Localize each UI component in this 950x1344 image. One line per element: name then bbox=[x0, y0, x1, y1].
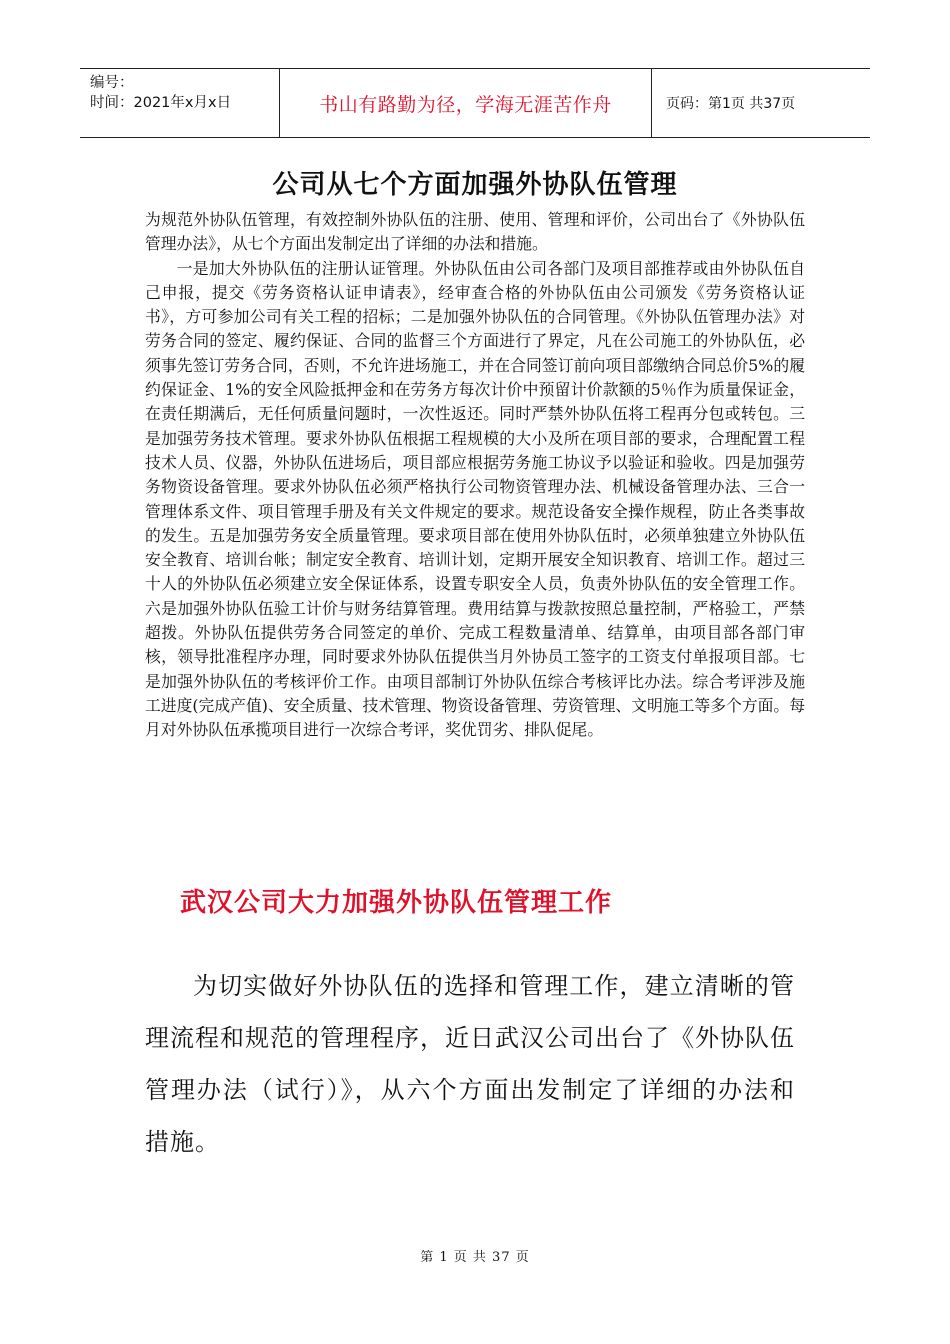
header-motto-cell bbox=[280, 69, 652, 137]
article2-title: 武汉公司大力加强外协队伍管理工作 bbox=[180, 888, 613, 918]
article1-intro-paragraph: 为规范外协队伍管理，有效控制外协队伍的注册、使用、管理和评价，公司出台了《外协队伍管理办法》，从七个方面出发制定出了详细的办法和措施。 bbox=[145, 210, 805, 254]
header-page-cell bbox=[652, 69, 870, 137]
header-page-info: 页码：第1页 共37页 bbox=[666, 96, 796, 112]
header-meta-cell bbox=[80, 69, 280, 137]
page-footer: 第 1 页 共 37 页 bbox=[420, 1250, 530, 1265]
article1-body bbox=[145, 208, 805, 743]
header-motto: 书山有路勤为径，学海无涯苦作舟 bbox=[319, 93, 612, 116]
document-time-label: 时间：2021年x月x日 bbox=[90, 95, 232, 111]
document-number-label: 编号： bbox=[90, 75, 134, 91]
article1-main-paragraph: 一是加大外协队伍的注册认证管理。外协队伍由公司各部门及项目部推荐或由外协队伍自己申报，提交《劳务资格认证申请表》，经审查合格的外协队伍由公司颁发《劳务资格认证书》，方可参加公司有关工程的招标；二是加强外协队伍的合同管理。《外协队伍管理办法》对劳务合同的签定、履约保证、合同的监督三个方面进行了界定，凡在公司施工的外协队伍，必须事先签订劳务合同，否则，不允许进场施工，并在合同签订前向项目部缴纳合同总价5%的履约保证金、1%的安全风险抵押金和在劳务方每次计价中预留计价款额的5％作为质量保证金，在责任期满后，无任何质量问题时，一次性返还。同时严禁外协队伍将工程再分包或转包。三是加强劳务技术管理。要求外协队伍根据工程规模的大小及所在项目部的要求，合理配置工程技术人员、仪器，外协队伍进场后，项目部应根据劳务施工协议予以验证和验收。四是加强劳务物资设备管理。要求外协队伍必须严格执行公司物资管理办法、机械设备管理办法、三合一管理体系文件、项目管理手册及有关文件规定的要求。规范设备安全操作规程，防止各类事故的发生。五是加强劳务安全质量管理。要求项目部在使用外协队伍时，必须单独建立外协队伍安全教育、培训台帐；制定安全教育、培训计划，定期开展安全知识教育、培训工作。超过三十人的外协队伍必须建立安全保证体系，设置专职安全人员，负责外协队伍的安全管理工作。六是加强外协队伍验工计价与财务结算管理。费用结算与拨款按照总量控制，严格验工，严禁超拨。外协队伍提供劳务合同签定的单价、完成工程数量清单、结算单，由项目部各部门审核，领导批准程序办理，同时要求外协队伍提供当月外协员工签字的工资支付单报项目部。七是加强外协队伍的考核评价工作。由项目部制订外协队伍综合考核评比办法。综合考评涉及施工进度(完成产值)、安全质量、技术管理、物资设备管理、劳资管理、文明施工等多个方面。每月对外协队伍承揽项目进行一次综合考评，奖优罚劣、排队促尾。 bbox=[145, 258, 805, 740]
article2-body-paragraph: 为切实做好外协队伍的选择和管理工作，建立清晰的管理流程和规范的管理程序，近日武汉公司出台了《外协队伍管理办法（试行）》，从六个方面出发制定了详细的办法和措施。 bbox=[145, 972, 795, 1156]
document-header bbox=[80, 68, 870, 138]
article1-title: 公司从七个方面加强外协队伍管理 bbox=[272, 170, 678, 200]
